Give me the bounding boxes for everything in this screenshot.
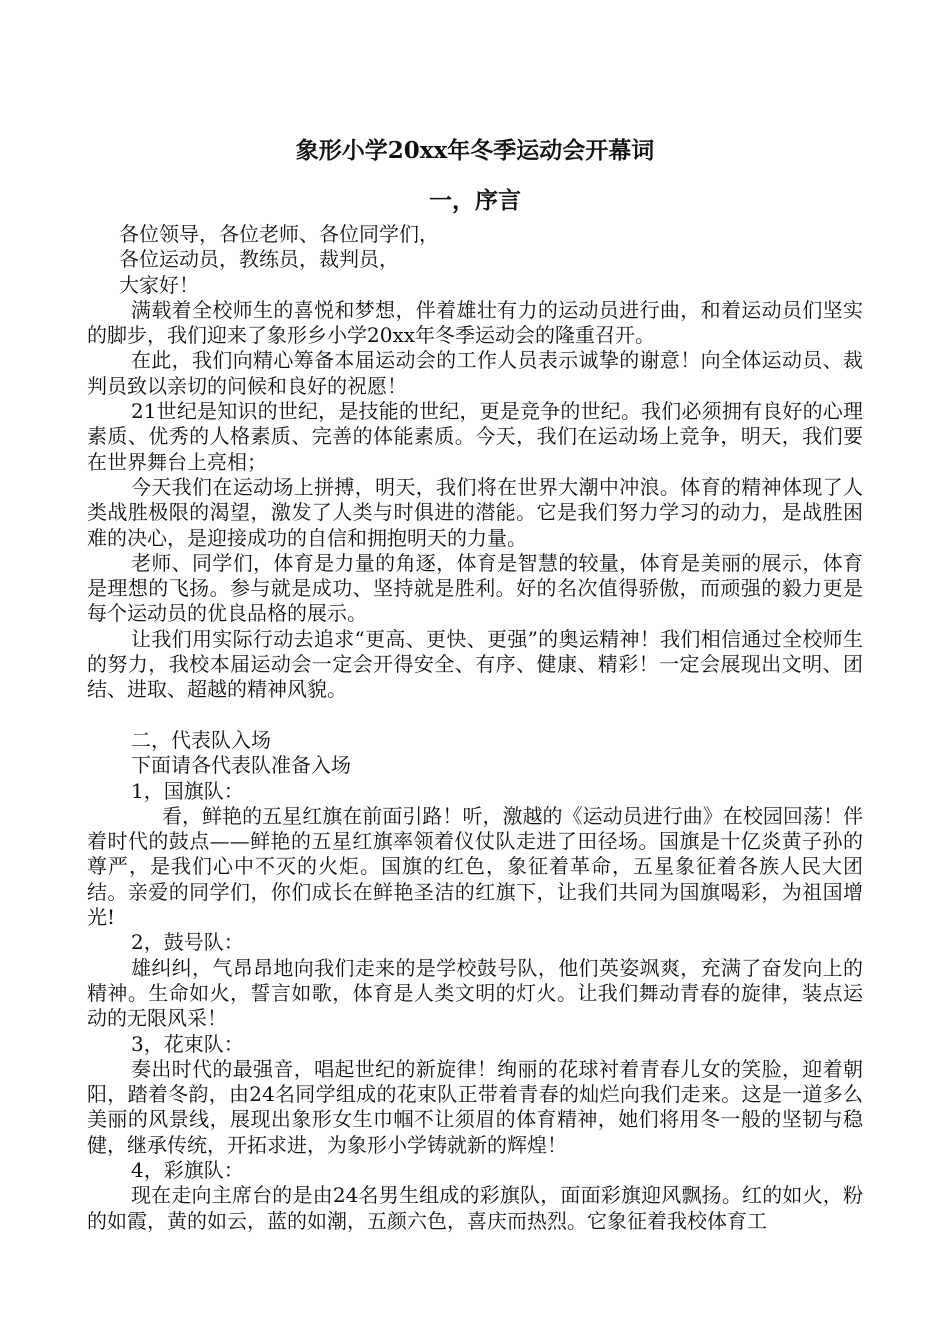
section-intro: 下面请各代表队准备入场 [131, 753, 351, 778]
preface-paragraph: 21世纪是知识的世纪，是技能的世纪，更是竞争的世纪。我们必须拥有良好的心理素质、优秀的人格素质、完善的体能素质。今天，我们在运动场上竞争，明天，我们要在世界舞台上亮相； [87, 399, 863, 474]
team-label: 3，花束队： [131, 1031, 244, 1056]
preface-paragraph: 满载着全校师生的喜悦和梦想，伴着雄壮有力的运动员进行曲，和着运动员们坚实的脚步，我们迎来了象形乡小学20xx年冬季运动会的隆重召开。 [87, 297, 863, 348]
blank-line [87, 703, 863, 728]
preface-paragraph: 在此，我们向精心筹备本届运动会的工作人员表示诚挚的谢意！向全体运动员、裁判员致以亲切的问候和良好的祝愿！ [87, 348, 863, 398]
team-label: 1，国旗队： [131, 778, 244, 803]
preface-paragraph: 老师、同学们，体育是力量的角逐，体育是智慧的较量，体育是美丽的展示，体育是理想的飞扬。参与就是成功、坚持就是胜利。好的名次值得骄傲，而顽强的毅力更是每个运动员的优良品格的展示。 [87, 550, 863, 626]
team-paragraph: 奏出时代的最强音，唱起世纪的新旋律！绚丽的花球衬着青春儿女的笑脸，迎着朝阳，踏着冬韵，由24名同学组成的花束队正带着青春的灿烂向我们走来。这是一道多么美丽的风景线，展现出象形女生巾帼不让须眉的体育精神，她们将用冬一般的坚韧与稳健，继承传统，开拓求进，为象形小学铸就新的辉煌！ [87, 1056, 863, 1157]
greeting-line: 大家好！ [119, 272, 199, 297]
team-label: 4，彩旗队： [131, 1157, 244, 1182]
preface-paragraph: 今天我们在运动场上拼搏，明天，我们将在世界大潮中冲浪。体育的精神体现了人类战胜极限的渴望，激发了人类与时俱进的潜能。它是我们努力学习的动力，是战胜困难的决心，是迎接成功的自信和拥抱明天的力量。 [87, 474, 863, 550]
team-paragraph: 现在走向主席台的是由24名男生组成的彩旗队，面面彩旗迎风飘扬。红的如火，粉的如霞，黄的如云，蓝的如潮，五颜六色，喜庆而热烈。它象征着我校体育工 [87, 1183, 863, 1233]
section-heading-preface: 一，序言 [429, 187, 521, 214]
greeting-line: 各位运动员，教练员，裁判员， [119, 247, 399, 272]
document-title: 象形小学20xx年冬季运动会开幕词 [295, 137, 655, 164]
greeting-line: 各位领导，各位老师、各位同学们， [119, 222, 439, 246]
document-body [87, 222, 863, 1234]
preface-paragraph: 让我们用实际行动去追求“更高、更快、更强”的奥运精神！我们相信通过全校师生的努力，我校本届运动会一定会开得安全、有序、健康、精彩！一定会展现出文明、团结、进取、超越的精神风貌。 [87, 626, 863, 702]
team-label: 2，鼓号队： [131, 930, 244, 955]
team-paragraph: 看，鲜艳的五星红旗在前面引路！听，激越的《运动员进行曲》在校园回荡！伴着时代的鼓点——鲜艳的五星红旗率领着仪仗队走进了田径场。国旗是十亿炎黄子孙的尊严，是我们心中不灭的火炬。国旗的红色，象征着革命，五星象征着各族人民大团结。亲爱的同学们，你们成长在鲜艳圣洁的红旗下，让我们共同为国旗喝彩，为祖国增光! [87, 803, 863, 930]
team-paragraph: 雄纠纠，气昂昂地向我们走来的是学校鼓号队，他们英姿飒爽，充满了奋发向上的精神。生命如火，誓言如歌，体育是人类文明的灯火。让我们舞动青春的旋律，装点运动的无限风采！ [87, 955, 863, 1031]
section-heading-teams: 二，代表队入场 [131, 727, 271, 752]
